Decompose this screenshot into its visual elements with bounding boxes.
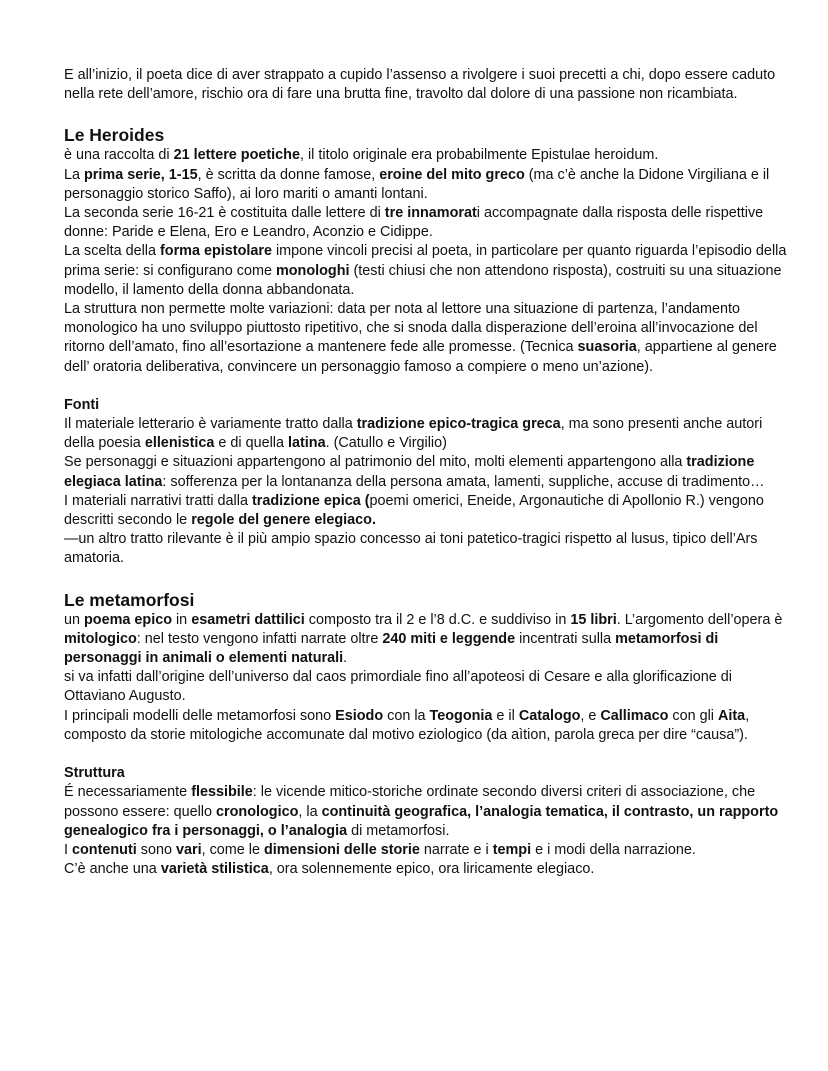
metamorfosi-line-3: I principali modelli delle metamorfosi sono Esiodo con la Teogonia e il Catalogo, e Callimaco con gli Aita, composto da storie mitologiche accomunate dal motivo eziologico (da aìtion, parola greca per dire “causa”).: [64, 707, 750, 743]
fonti-heading: Fonti: [64, 396, 100, 413]
heroides-line-1: è una raccolta di 21 lettere poetiche, il titolo originale era probabilmente Epistulae heroidum.: [64, 147, 659, 164]
fonti-line-3: I materiali narrativi tratti dalla tradizione epica (poemi omerici, Eneide, Argonautiche di Apollonio R.) vengono descritti secondo le regole del genere elegiaco.: [64, 492, 764, 529]
fonti-line-2: Se personaggi e situazioni appartengono al patrimonio del mito, molti elementi appartengono alla tradizione elegiaca latina: sofferenza per la lontananza della persona amata, lamenti, suppliche, accuse di tradimento…: [64, 454, 765, 490]
fonti-line-4: —un altro tratto rilevante è il più ampio spazio concesso ai toni patetico-tragici rispetto al lusus, tipico dell’Ars amatoria.: [64, 531, 758, 567]
struttura-line-3: C’è anche una varietà stilistica, ora solennemente epico, ora liricamente elegiaco.: [64, 861, 595, 878]
struttura-heading: Struttura: [64, 765, 125, 782]
heroides-line-4: La scelta della forma epistolare impone vincoli precisi al poeta, in particolare per quanto riguarda l’episodio della prima serie: si configurano come monologhi (testi chiusi che non attendono risposta), costruiti su una situazione modello, il lamento della donna abbandonata.: [64, 243, 787, 298]
heroides-line-3: La seconda serie 16-21 è costituita dalle lettere di tre innamorati accompagnate dalla risposta delle rispettive donne: Paride e Elena, Ero e Leandro, Aconzio e Cidippe.: [64, 205, 764, 241]
fonti-line-1: Il materiale letterario è variamente tratto dalla tradizione epico-tragica greca, ma sono presenti anche autori della poesia ellenistica e di quella latina. (Catullo e Virgilio): [64, 416, 763, 452]
struttura-line-1: É necessariamente flessibile: le vicende mitico-storiche ordinate secondo diversi criteri di associazione, che possono essere: quello cronologico, la continuità geografica, l’analogia tematica, il contrasto, un rapporto genealogico fra i personaggi, o l’analogia di metamorfosi.: [64, 784, 779, 839]
metamorfosi-line-1: un poema epico in esametri dattilici composto tra il 2 e l’8 d.C. e suddiviso in 15 libri. L’argomento dell’opera è mitologico: nel testo vengono infatti narrate oltre 240 miti e leggende incentrati sulla metamorfosi di personaggi in animali o elementi naturali.: [64, 611, 783, 667]
metamorfosi-line-2: si va infatti dall’origine dell’universo dal caos primordiale fino all’apoteosi di Cesare e alla glorificazione di Ottaviano Augusto.: [64, 669, 732, 705]
heroides-heading: Le Heroides: [64, 125, 165, 146]
heroides-line-2: La prima serie, 1-15, è scritta da donne famose, eroine del mito greco (ma c’è anche la Didone Virgiliana e il personaggio storico Saffo), ai loro mariti o amanti lontani.: [64, 166, 770, 202]
struttura-line-2: I contenuti sono vari, come le dimensioni delle storie narrate e i tempi e i modi della narrazione.: [64, 841, 696, 858]
metamorfosi-heading: Le metamorfosi: [64, 589, 195, 610]
heroides-line-5: La struttura non permette molte variazioni: data per nota al lettore una situazione di partenza, l’andamento monologico ha uno sviluppo piuttosto ripetitivo, che si snoda dalla disperazione dell’eroina all’invocazione del ritorno dell’amato, fino all’esortazione a mantenere fede alle promesse. (Tecnica suasoria, appartiene al genere dell’ oratoria deliberativa, convincere un personaggio famoso a compiere o meno un’azione).: [64, 301, 777, 375]
intro-paragraph: E all’inizio, il poeta dice di aver strappato a cupido l’assenso a rivolgere i suoi precetti a chi, dopo essere caduto nella rete dell’amore, rischio ora di fare una brutta fine, travolto dal dolore di una passione non ricambiata.: [64, 67, 776, 103]
